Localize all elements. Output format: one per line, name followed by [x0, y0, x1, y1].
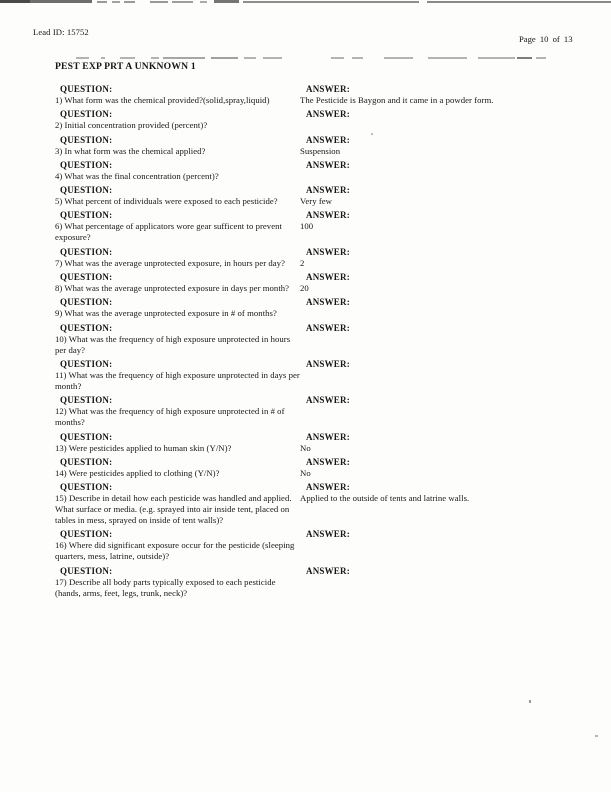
answer-label: ANSWER:	[306, 159, 350, 170]
scan-artifact-top-line	[214, 0, 239, 3]
question-label: QUESTION:	[60, 456, 113, 467]
page-number: Page 10 of 13	[519, 34, 573, 44]
question-label: QUESTION:	[60, 246, 113, 257]
scan-artifact-dotted-rule	[151, 57, 159, 59]
answer-text: 20	[300, 283, 309, 294]
scan-artifact-dotted-rule	[352, 57, 363, 59]
scan-artifact-dotted-rule	[428, 57, 467, 59]
question-label: QUESTION:	[60, 159, 113, 170]
scan-artifact-dotted-rule	[211, 57, 238, 59]
qa-block-9	[55, 297, 565, 319]
question-label: QUESTION:	[60, 431, 113, 442]
question-text: 4) What was the final concentration (percent)?	[55, 170, 219, 181]
question-text: 17) Describe all body parts typically exposed to each pesticide (hands, arms, feet, legs, trunk, neck)?	[55, 576, 276, 598]
answer-text: The Pesticide is Baygon and it came in a powder form.	[300, 95, 494, 105]
scan-artifact-top-line	[150, 1, 168, 3]
answer-label: ANSWER:	[306, 272, 350, 283]
answer-text: No	[300, 442, 311, 453]
qa-block-4	[55, 160, 565, 182]
question-label: QUESTION:	[60, 134, 113, 145]
qa-block-12	[55, 395, 565, 428]
qa-block-16	[55, 529, 565, 562]
qa-block-14	[55, 457, 565, 479]
question-text: 11) What was the frequency of high exposure unprotected in days per month?	[55, 369, 300, 391]
scan-artifact-dotted-rule	[263, 57, 282, 59]
answer-text: 2	[300, 257, 305, 268]
answer-label: ANSWER:	[306, 322, 350, 333]
scan-artifact-dotted-rule	[478, 57, 515, 59]
question-text: 5) What percent of individuals were exposed to each pesticide?	[55, 196, 278, 207]
scan-artifact-dotted-rule	[331, 57, 344, 59]
questionnaire	[55, 61, 565, 602]
answer-text: No	[300, 467, 311, 478]
qa-block-15	[55, 482, 565, 526]
scan-artifact-dotted-rule	[517, 57, 532, 59]
question-label: QUESTION:	[60, 84, 113, 94]
lead-id: Lead ID: 15752	[33, 27, 89, 37]
qa-block-6	[55, 210, 565, 243]
question-label: QUESTION:	[60, 482, 113, 493]
qa-block-2	[55, 109, 565, 131]
scan-artifact-top-line	[172, 1, 193, 3]
answer-label: ANSWER:	[306, 185, 350, 196]
scan-artifact-top-line	[0, 0, 30, 3]
answer-label: ANSWER:	[306, 529, 350, 540]
scan-artifact-dotted-rule	[244, 57, 256, 59]
answer-label: ANSWER:	[306, 395, 350, 406]
qa-block-8	[55, 272, 565, 294]
question-label: QUESTION:	[60, 272, 113, 283]
qa-block-1	[55, 84, 565, 106]
scan-artifact-top-line	[97, 1, 107, 3]
scan-artifact-top-line	[0, 0, 92, 3]
scan-artifact-top-line	[124, 1, 135, 3]
question-label: QUESTION:	[60, 109, 113, 120]
scan-artifact-dotted-rule	[384, 57, 413, 59]
scan-artifact-speck	[529, 700, 531, 703]
answer-label: ANSWER:	[306, 482, 350, 493]
answer-label: ANSWER:	[306, 109, 350, 120]
answer-label: ANSWER:	[306, 431, 350, 442]
qa-block-11	[55, 359, 565, 392]
scan-artifact-top-line	[112, 1, 120, 3]
qa-block-13	[55, 432, 565, 454]
question-label: QUESTION:	[60, 185, 113, 196]
question-label: QUESTION:	[60, 565, 113, 576]
question-text: 6) What percentage of applicators wore gear sufficent to prevent exposure?	[55, 221, 282, 243]
qa-block-5	[55, 185, 565, 207]
scan-artifact-dotted-rule	[101, 57, 105, 59]
answer-text: Very few	[300, 196, 332, 207]
answer-label: ANSWER:	[306, 297, 350, 308]
answer-text: 100	[300, 221, 314, 232]
question-label: QUESTION:	[60, 358, 113, 369]
question-text: 3) In what form was the chemical applied?	[55, 145, 206, 156]
scan-artifact-top-line	[200, 1, 207, 3]
answer-label: ANSWER:	[306, 84, 350, 94]
answer-label: ANSWER:	[306, 134, 350, 145]
question-label: QUESTION:	[60, 322, 113, 333]
question-text: 7) What was the average unprotected exposure, in hours per day?	[55, 257, 285, 268]
question-text: 2) Initial concentration provided (percent)?	[55, 120, 208, 131]
question-text: 9) What was the average unprotected exposure in # of months?	[55, 308, 277, 319]
answer-text: Suspension	[300, 145, 341, 156]
scan-artifact-dotted-rule	[120, 57, 135, 59]
question-label: QUESTION:	[60, 297, 113, 308]
question-text: 8) What was the average unprotected exposure in days per month?	[55, 283, 290, 294]
answer-text: Applied to the outside of tents and latrine walls.	[300, 493, 470, 504]
scan-artifact-top-line	[243, 1, 419, 3]
scan-artifact-top-line	[427, 1, 611, 3]
question-text: 13) Were pesticides applied to human skin (Y/N)?	[55, 442, 232, 453]
section-title: PEST EXP PRT A UNKNOWN 1	[55, 61, 196, 72]
scan-artifact-speck	[595, 735, 598, 737]
answer-label: ANSWER:	[306, 358, 350, 369]
question-text: 10) What was the frequency of high exposure unprotected in hours per day?	[55, 333, 291, 355]
scan-artifact-dotted-rule	[163, 57, 205, 59]
answer-label: ANSWER:	[306, 210, 350, 221]
scan-artifact-dotted-rule	[76, 57, 89, 59]
qa-block-10	[55, 323, 565, 356]
question-label: QUESTION:	[60, 210, 113, 221]
question-label: QUESTION:	[60, 529, 113, 540]
answer-label: ANSWER:	[306, 565, 350, 576]
question-text: 16) Where did significant exposure occur for the pesticide (sleeping quarters, mess, latrine, outside)?	[55, 540, 295, 562]
question-text: 14) Were pesticides applied to clothing (Y/N)?	[55, 467, 220, 478]
question-text: 1) What form was the chemical provided?(solid,spray,liquid)	[55, 95, 270, 105]
answer-label: ANSWER:	[306, 246, 350, 257]
scan-artifact-dotted-rule	[536, 57, 546, 59]
qa-block-3	[55, 135, 565, 157]
question-text: 12) What was the frequency of high exposure unprotected in # of months?	[55, 406, 285, 428]
qa-block-17	[55, 566, 565, 599]
question-label: QUESTION:	[60, 395, 113, 406]
question-text: 15) Describe in detail how each pesticide was handled and applied. What surface or media. (e.g. sprayed into air inside tent, placed on tables in mess, sprayed on inside of tent walls)?	[55, 493, 292, 526]
answer-label: ANSWER:	[306, 456, 350, 467]
qa-block-7	[55, 247, 565, 269]
